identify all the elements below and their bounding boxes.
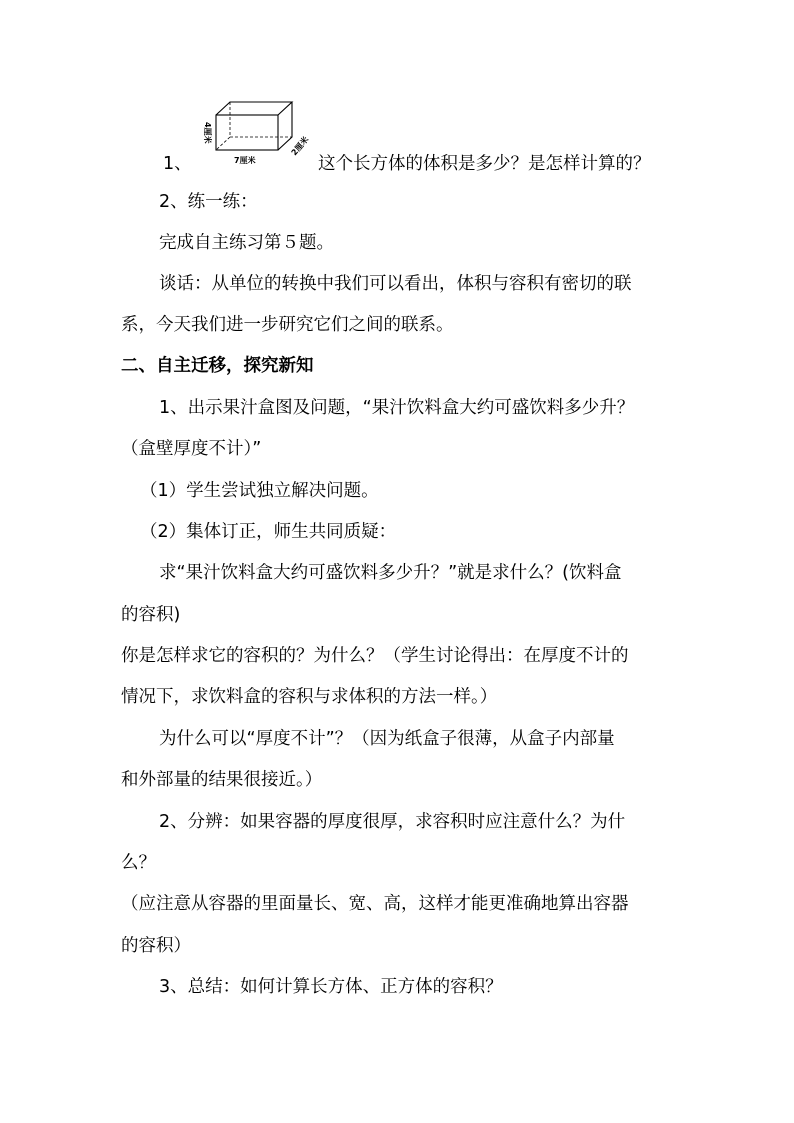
step2-answer-line-1: （应注意从容器的里面量长、宽、高，这样才能更准确地算出容器 <box>121 894 629 914</box>
section-heading: 二、自主迁移，探究新知 <box>121 356 314 376</box>
step3-line-1: 3、总结：如何计算长方体、正方体的容积？ <box>159 977 503 997</box>
step1-question-1-line-2: 的容积) <box>121 605 181 625</box>
length-label: 7厘米 <box>234 156 256 165</box>
step2-line-2: 么？ <box>121 853 156 873</box>
step1-line-2: （盒壁厚度不计）” <box>121 439 262 459</box>
step1-question-3-line-2: 和外部量的结果很接近。） <box>121 770 323 790</box>
height-label: 4厘米 <box>203 122 212 144</box>
step1-question-1-line-1: 求“果汁饮料盒大约可盛饮料多少升？”就是求什么？(饮料盒 <box>159 563 622 583</box>
item2-task: 完成自主练习第５题。 <box>159 233 334 253</box>
step1-question-2-line-1: 你是怎样求它的容积的？为什么？（学生讨论得出：在厚度不计的 <box>121 646 629 666</box>
step1-sub-1: （1）学生尝试独立解决问题。 <box>140 481 379 501</box>
step1-question-3-line-1: 为什么可以“厚度不计”？（因为纸盒子很薄，从盒子内部量 <box>159 729 615 749</box>
step2-answer-line-2: 的容积） <box>121 936 191 956</box>
step2-line-1: 2、分辨：如果容器的厚度很厚，求容积时应注意什么？为什 <box>159 812 626 832</box>
talk-line-1: 谈话：从单位的转换中我们可以看出，体积与容积有密切的联 <box>159 274 632 294</box>
step1-line-1: 1、出示果汁盒图及问题，“果汁饮料盒大约可盛饮料多少升？ <box>159 398 635 418</box>
item1-number: 1、 <box>163 154 192 174</box>
width-label: 2厘米 <box>289 134 311 158</box>
cuboid-figure <box>196 92 312 170</box>
talk-line-2: 系，今天我们进一步研究它们之间的联系。 <box>121 315 454 335</box>
item1-question: 这个长方体的体积是多少？是怎样计算的？ <box>318 154 651 174</box>
item2-heading: 2、练一练： <box>159 192 258 212</box>
step1-question-2-line-2: 情况下，求饮料盒的容积与求体积的方法一样。） <box>121 687 498 707</box>
step1-sub-2: （2）集体订正，师生共同质疑： <box>140 522 397 542</box>
